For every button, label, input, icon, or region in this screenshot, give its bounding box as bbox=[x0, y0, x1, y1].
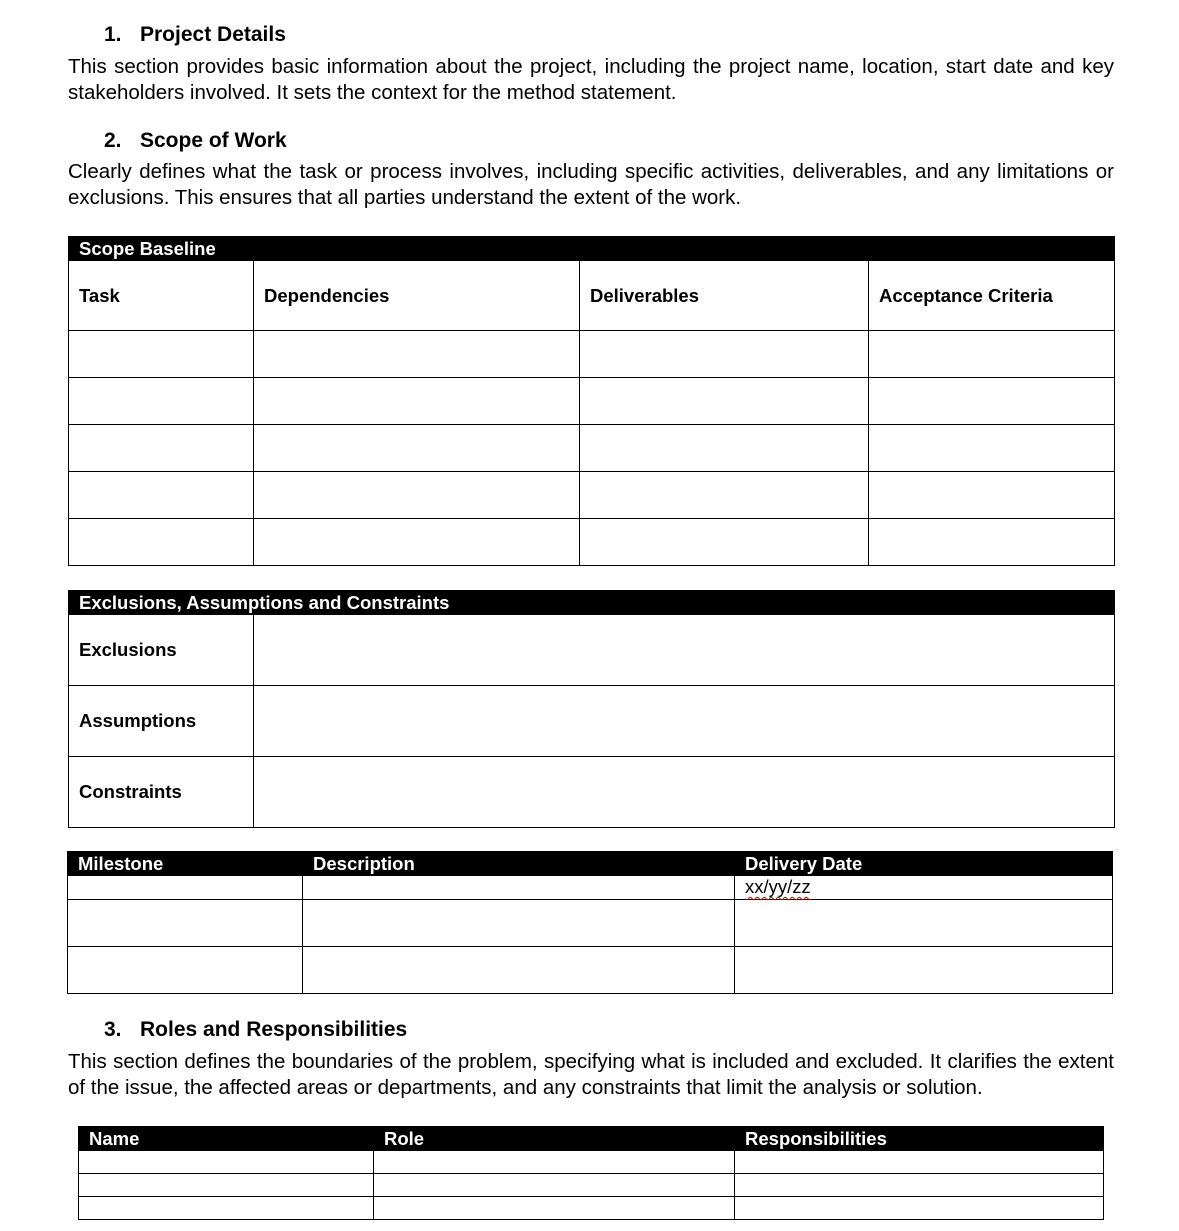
milestone-header-row bbox=[68, 852, 1113, 876]
table-cell[interactable] bbox=[254, 519, 580, 566]
section-2-body: Clearly defines what the task or process involves, including specific activities, deliverables, and any limitations or exclusions. This ensures that all parties understand the extent of the work. bbox=[68, 160, 1114, 209]
section-3-heading bbox=[104, 1018, 407, 1042]
table-cell[interactable] bbox=[68, 900, 303, 947]
scope-baseline-header-row bbox=[69, 261, 1115, 331]
table-row bbox=[68, 876, 1113, 900]
table-cell[interactable] bbox=[254, 378, 580, 425]
table-row bbox=[69, 519, 1115, 566]
table-row bbox=[69, 615, 1115, 686]
table-cell[interactable] bbox=[580, 519, 869, 566]
table-cell[interactable] bbox=[374, 1197, 735, 1220]
table-cell[interactable] bbox=[580, 331, 869, 378]
row-label-assumptions: Assumptions bbox=[69, 686, 254, 757]
table-cell[interactable] bbox=[374, 1174, 735, 1197]
section-2-title: Scope of Work bbox=[140, 129, 287, 152]
exclusions-value-cell[interactable] bbox=[254, 615, 1115, 686]
table-cell[interactable] bbox=[735, 947, 1113, 994]
table-cell[interactable] bbox=[735, 1197, 1104, 1220]
section-1-title: Project Details bbox=[140, 23, 286, 46]
table-cell[interactable] bbox=[69, 472, 254, 519]
exclusions-title-row bbox=[69, 591, 1115, 615]
row-label-constraints: Constraints bbox=[69, 757, 254, 828]
exclusions-table bbox=[68, 590, 1115, 828]
table-row bbox=[68, 947, 1113, 994]
table-cell[interactable] bbox=[735, 1174, 1104, 1197]
table-cell[interactable] bbox=[869, 425, 1115, 472]
table-cell[interactable] bbox=[303, 876, 735, 900]
table-cell[interactable] bbox=[580, 378, 869, 425]
table-row bbox=[79, 1174, 1104, 1197]
delivery-date-placeholder: xx/yy/zz bbox=[745, 876, 811, 897]
column-header-description: Description bbox=[303, 852, 735, 876]
scope-baseline-table bbox=[68, 236, 1115, 566]
column-header-role: Role bbox=[374, 1127, 735, 1151]
table-cell[interactable] bbox=[869, 378, 1115, 425]
table-cell[interactable] bbox=[69, 425, 254, 472]
table-cell[interactable] bbox=[79, 1174, 374, 1197]
table-cell[interactable] bbox=[254, 331, 580, 378]
table-cell[interactable] bbox=[69, 378, 254, 425]
section-1-body: This section provides basic information about the project, including the project name, location, start date and key stakeholders involved. It sets the context for the method statement. bbox=[68, 55, 1114, 104]
column-header-deliverables: Deliverables bbox=[580, 261, 869, 331]
section-3-title: Roles and Responsibilities bbox=[140, 1018, 408, 1041]
table-cell[interactable] bbox=[69, 331, 254, 378]
delivery-date-cell[interactable] bbox=[735, 876, 1113, 900]
section-1-number: 1. bbox=[104, 23, 122, 46]
section-3-body: This section defines the boundaries of the problem, specifying what is included and excluded. It clarifies the extent of the issue, the affected areas or departments, and any constraints that limit the analysis or solution. bbox=[68, 1050, 1114, 1099]
table-cell[interactable] bbox=[580, 425, 869, 472]
assumptions-value-cell[interactable] bbox=[254, 686, 1115, 757]
table-row bbox=[79, 1151, 1104, 1174]
table-cell[interactable] bbox=[79, 1151, 374, 1174]
table-cell[interactable] bbox=[374, 1151, 735, 1174]
table-cell[interactable] bbox=[869, 472, 1115, 519]
row-label-exclusions: Exclusions bbox=[69, 615, 254, 686]
table-row bbox=[69, 425, 1115, 472]
section-2-heading bbox=[104, 129, 287, 153]
column-header-task: Task bbox=[69, 261, 254, 331]
scope-baseline-title: Scope Baseline bbox=[69, 237, 1115, 261]
table-cell[interactable] bbox=[869, 331, 1115, 378]
table-cell[interactable] bbox=[68, 947, 303, 994]
table-cell[interactable] bbox=[303, 947, 735, 994]
table-cell[interactable] bbox=[79, 1197, 374, 1220]
scope-baseline-title-row bbox=[69, 237, 1115, 261]
table-row bbox=[79, 1197, 1104, 1220]
column-header-acceptance-criteria: Acceptance Criteria bbox=[869, 261, 1115, 331]
column-header-responsibilities: Responsibilities bbox=[735, 1127, 1104, 1151]
table-cell[interactable] bbox=[254, 472, 580, 519]
roles-header-row bbox=[79, 1127, 1104, 1151]
section-2-number: 2. bbox=[104, 129, 122, 152]
milestone-table bbox=[67, 851, 1113, 994]
table-cell[interactable] bbox=[735, 900, 1113, 947]
section-3-number: 3. bbox=[104, 1018, 122, 1041]
table-cell[interactable] bbox=[580, 472, 869, 519]
table-cell[interactable] bbox=[303, 900, 735, 947]
roles-table bbox=[78, 1126, 1104, 1220]
table-row bbox=[69, 472, 1115, 519]
table-cell[interactable] bbox=[254, 425, 580, 472]
table-row bbox=[69, 686, 1115, 757]
table-row bbox=[69, 378, 1115, 425]
column-header-delivery-date: Delivery Date bbox=[735, 852, 1113, 876]
exclusions-title: Exclusions, Assumptions and Constraints bbox=[69, 591, 1115, 615]
table-cell[interactable] bbox=[869, 519, 1115, 566]
table-row bbox=[69, 757, 1115, 828]
table-cell[interactable] bbox=[68, 876, 303, 900]
table-cell[interactable] bbox=[735, 1151, 1104, 1174]
column-header-dependencies: Dependencies bbox=[254, 261, 580, 331]
column-header-milestone: Milestone bbox=[68, 852, 303, 876]
section-1-heading bbox=[104, 23, 286, 47]
table-row bbox=[69, 331, 1115, 378]
table-cell[interactable] bbox=[69, 519, 254, 566]
constraints-value-cell[interactable] bbox=[254, 757, 1115, 828]
column-header-name: Name bbox=[79, 1127, 374, 1151]
table-row bbox=[68, 900, 1113, 947]
